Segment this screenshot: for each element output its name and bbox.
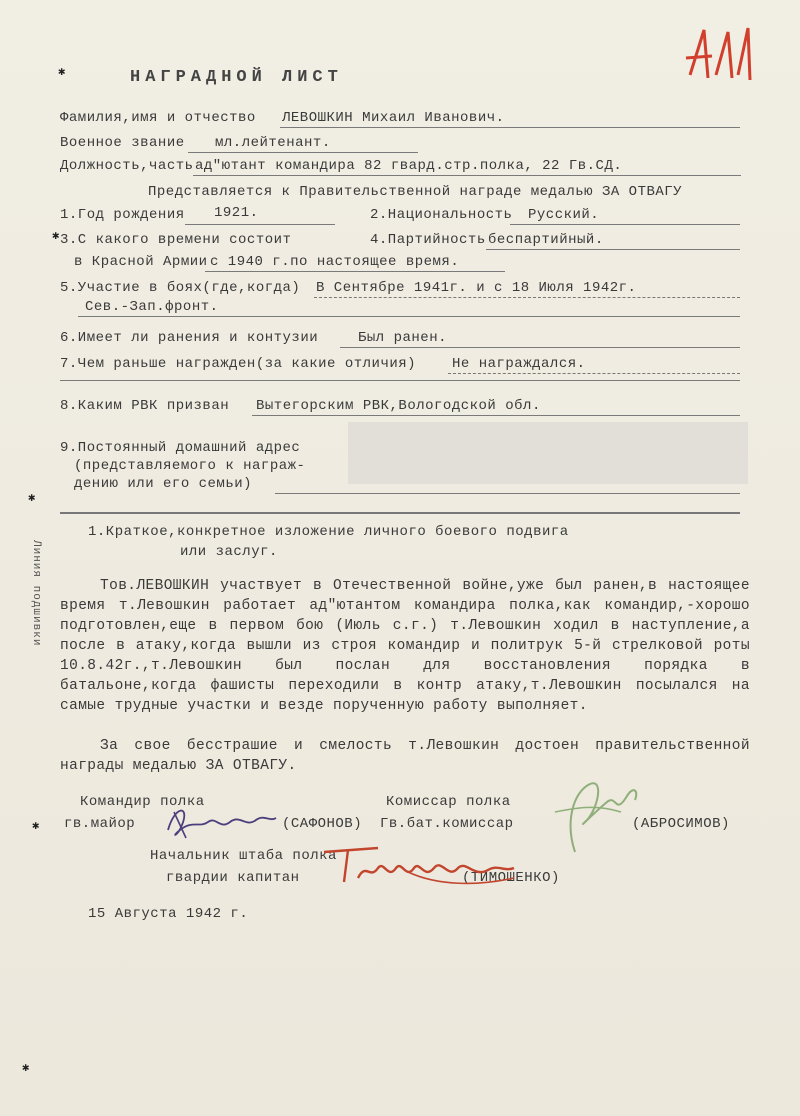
commander-name: (САФОНОВ) xyxy=(282,816,363,832)
field-label-rank: Военное звание xyxy=(60,135,185,151)
body-paragraph-1: Тов.ЛЕВОШКИН участвует в Отечественной войне,уже был ранен,в настоящее время т.Левошкин работает ад"ютантом командира полка,как командир,-хорошо подготовлен,еще в первом бою (Июль с.г.) т.Левошкин ходил в наступление,а после в атаку,когда вышли из строя командир и политрук 5-й стрелковой роты 10.8.42г.,т.Левошкин был послан для восстановления порядка в батальоне,когда фашисты переходили в контр атаку,т.Левошкин посылался на самые трудные участки и везде порученную работу выполняет. xyxy=(60,578,750,714)
commissar-signature xyxy=(535,772,645,862)
commander-title: Командир полка xyxy=(80,794,205,810)
field-label-draft-office: 8.Каким РВК призван xyxy=(60,398,230,414)
section-heading: 1.Краткое,конкретное изложение личного боевого подвига xyxy=(88,524,569,540)
commissar-rank: Гв.бат.комиссар xyxy=(380,816,514,832)
field-label-position: Должность,часть xyxy=(60,158,194,174)
field-label-since: 3.С какого времени состоит xyxy=(60,232,292,248)
field-label-address-cont2: дению или его семьи) xyxy=(74,476,253,492)
field-value-wounds: Был ранен. xyxy=(358,330,448,346)
field-label-address-cont1: (представляемого к награж- xyxy=(74,458,306,474)
chief-of-staff-title: Начальник штаба полка xyxy=(150,848,337,864)
field-label-wounds: 6.Имеет ли ранения и контузии xyxy=(60,330,319,346)
field-label-party: 4.Партийность xyxy=(370,232,486,248)
field-label-battles: 5.Участие в боях(где,когда) xyxy=(60,280,301,296)
field-value-party: беспартийный. xyxy=(488,232,604,248)
field-value-position: ад"ютант командира 82 гвард.стр.полка, 22 Гв.СД. xyxy=(195,158,623,174)
field-label-prior-awards: 7.Чем раньше награжден(за какие отличия) xyxy=(60,356,417,372)
field-value-nationality: Русский. xyxy=(528,207,600,223)
body-paragraph-2: За свое бесстрашие и смелость т.Левошкин достоен правительственной награды медалью ЗА ОТВАГУ. xyxy=(60,738,750,774)
field-value-battles: В Сентябре 1941г. и с 18 Июля 1942г. xyxy=(316,280,637,296)
page-title: НАГРАДНОЙ ЛИСТ xyxy=(130,68,343,87)
field-value-fullname: ЛЕВОШКИН Михаил Иванович. xyxy=(282,110,505,126)
binding-line-text: Линия подшивки xyxy=(30,540,42,647)
field-value-battles-front: Сев.-Зап.фронт. xyxy=(85,299,219,315)
redacted-address xyxy=(348,422,748,484)
field-label-address: 9.Постоянный домашний адрес xyxy=(60,440,301,456)
field-value-rank: мл.лейтенант. xyxy=(215,135,331,151)
margin-marker: ✱ xyxy=(22,1061,30,1075)
commander-rank: гв.майор xyxy=(64,816,136,832)
nomination-line: Представляется к Правительственной награде медалью ЗА ОТВАГУ xyxy=(148,184,683,200)
section-heading-cont: или заслуг. xyxy=(180,544,278,560)
field-value-draft-office: Вытегорским РВК,Вологодской обл. xyxy=(256,398,541,414)
margin-marker: ✱ xyxy=(32,819,40,833)
chief-of-staff-name: (ТИМОШЕНКО) xyxy=(462,870,560,886)
field-label-since-cont: в Красной Армии xyxy=(74,254,208,270)
commander-signature xyxy=(160,800,280,842)
field-value-prior-awards: Не награждался. xyxy=(452,356,586,372)
commissar-title: Комиссар полка xyxy=(386,794,511,810)
document-date: 15 Августа 1942 г. xyxy=(88,906,249,922)
margin-marker: ✱ xyxy=(58,65,66,79)
field-value-since: с 1940 г.по настоящее время. xyxy=(210,254,460,270)
chief-of-staff-rank: гвардии капитан xyxy=(166,870,300,886)
margin-marker: ✱ xyxy=(28,491,36,505)
field-label-birthyear: 1.Год рождения xyxy=(60,207,185,223)
margin-marker: ✱ xyxy=(52,229,60,243)
archive-number-handwritten xyxy=(682,20,757,90)
field-label-fullname: Фамилия,имя и отчество xyxy=(60,110,256,126)
chief-of-staff-signature xyxy=(318,842,518,890)
field-value-birthyear: 1921. xyxy=(214,205,259,221)
commissar-name: (АБРОСИМОВ) xyxy=(632,816,730,832)
field-label-nationality: 2.Национальность xyxy=(370,207,513,223)
